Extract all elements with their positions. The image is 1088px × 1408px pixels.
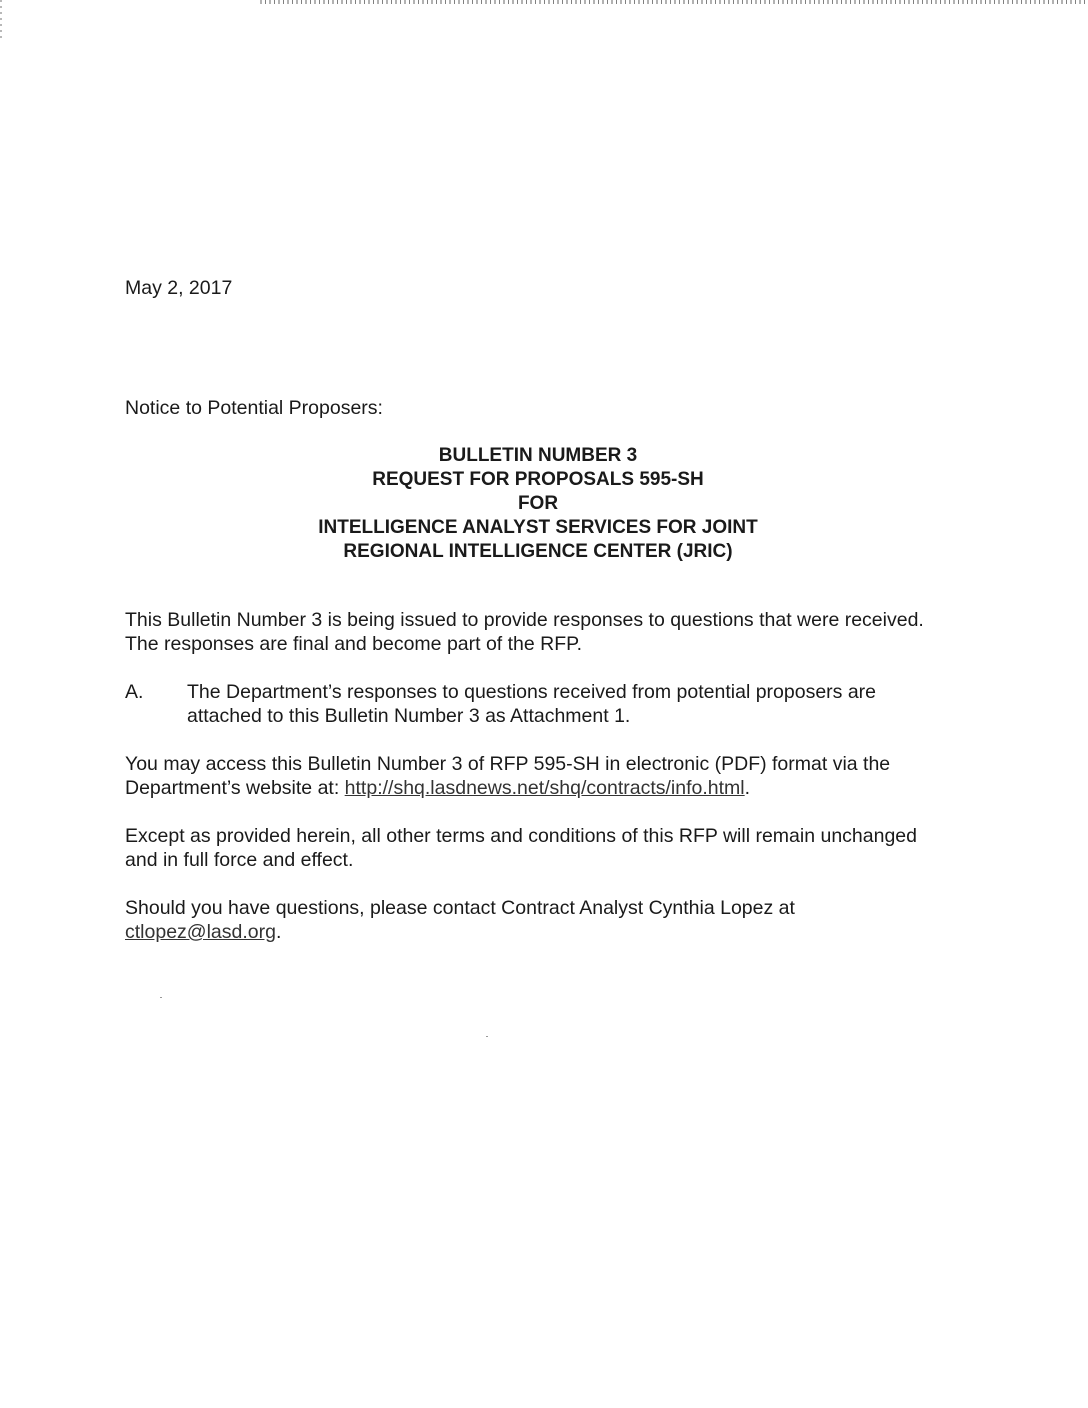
- access-text-end: .: [744, 777, 751, 799]
- item-text: The Department’s responses to questions received from potential proposers are attached to this Bulletin Number 3 as Attachment 1.: [187, 681, 877, 727]
- list-item: [125, 680, 945, 728]
- terms-paragraph: Except as provided herein, all other terms and conditions of this RFP will remain unchanged and in full force and effect.: [125, 825, 917, 871]
- salutation: Notice to Potential Proposers:: [125, 397, 383, 419]
- title-line: REGIONAL INTELLIGENCE CENTER (JRIC): [343, 541, 733, 562]
- bulletin-title: [125, 444, 951, 564]
- letter-body: [125, 276, 945, 944]
- intro-paragraph: This Bulletin Number 3 is being issued to provide responses to questions that were received. The responses are final and become part of the RFP.: [125, 609, 924, 655]
- scan-speck: [160, 997, 162, 998]
- title-line: FOR: [517, 493, 559, 514]
- title-line: BULLETIN NUMBER 3: [438, 445, 638, 466]
- contact-paragraph: [125, 896, 945, 944]
- title-line: INTELLIGENCE ANALYST SERVICES FOR JOINT: [318, 517, 758, 538]
- email-link[interactable]: ctlopez@lasd.org: [125, 921, 276, 943]
- contact-text-end: .: [275, 921, 282, 943]
- access-text: You may access this Bulletin Number 3 of RFP 595-SH in electronic (PDF) format via the Department’s website at:: [125, 753, 891, 799]
- title-line: REQUEST FOR PROPOSALS 595-SH: [372, 469, 704, 490]
- scan-speck: [486, 1036, 488, 1037]
- website-link[interactable]: http://shq.lasdnews.net/shq/contracts/info.html: [344, 777, 745, 799]
- letter-date: May 2, 2017: [125, 277, 233, 299]
- scan-artifact-top-edge: [260, 0, 1088, 4]
- scan-artifact-left-edge: [0, 0, 2, 40]
- item-label: A.: [125, 681, 144, 703]
- contact-text: Should you have questions, please contact Contract Analyst Cynthia Lopez at: [125, 897, 795, 919]
- access-paragraph: [125, 752, 945, 800]
